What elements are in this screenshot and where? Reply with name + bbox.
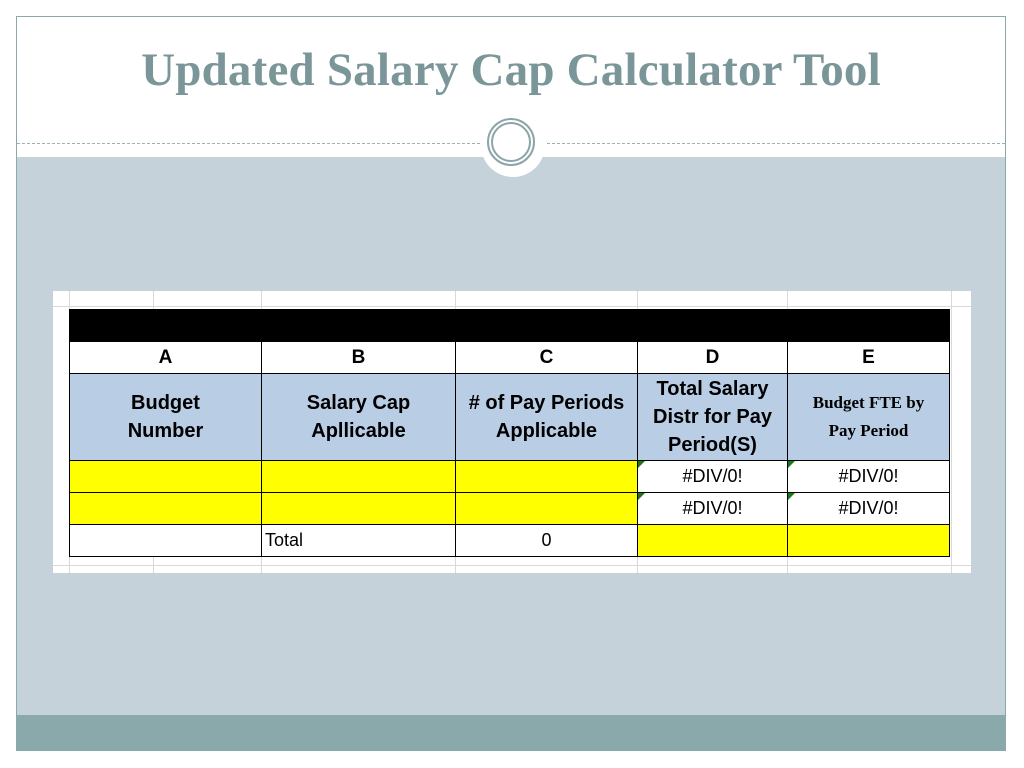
header-line: Applicable [495, 420, 598, 442]
salary-split-table [69, 309, 950, 557]
header-total-salary [638, 374, 788, 461]
header-line: Apllicable [311, 420, 406, 442]
ornament-ring-inner [491, 122, 531, 162]
budget-number-input[interactable] [70, 461, 262, 493]
header-budget-number [70, 374, 262, 461]
header-line: Distr for Pay [653, 406, 772, 428]
header-line: Period(S) [668, 434, 757, 456]
pay-periods-input[interactable] [456, 461, 638, 493]
header-line: Number [127, 420, 204, 442]
total-row-blank[interactable] [70, 525, 262, 557]
total-salary-cell[interactable]: #DIV/0! [638, 461, 788, 493]
worksheet-title-row [70, 310, 950, 342]
sheet-gridline [53, 565, 971, 566]
header-line: Salary Cap [306, 392, 411, 414]
salary-cap-input[interactable] [262, 493, 456, 525]
total-pay-periods[interactable]: 0 [456, 525, 638, 557]
column-header-row [70, 374, 950, 461]
column-letter-row [70, 342, 950, 374]
header-salary-cap [262, 374, 456, 461]
header-line: Total Salary [656, 378, 769, 400]
total-label[interactable]: Total [262, 525, 456, 557]
total-salary-cell[interactable]: #DIV/0! [638, 493, 788, 525]
budget-fte-cell[interactable]: #DIV/0! [788, 493, 950, 525]
worksheet-image [53, 291, 971, 573]
total-salary-input[interactable] [638, 525, 788, 557]
pay-periods-input[interactable] [456, 493, 638, 525]
column-letter-e: E [788, 342, 950, 374]
table-row [70, 493, 950, 525]
column-letter-c: C [456, 342, 638, 374]
header-line: Pay Period [828, 421, 909, 440]
slide-header [17, 17, 1005, 157]
header-pay-periods [456, 374, 638, 461]
header-line: Budget FTE by [812, 393, 925, 412]
header-line: # of Pay Periods [468, 392, 625, 414]
budget-fte-cell[interactable]: #DIV/0! [788, 461, 950, 493]
column-letter-a: A [70, 342, 262, 374]
sheet-gridline [951, 291, 952, 573]
table-row [70, 461, 950, 493]
column-letter-d: D [638, 342, 788, 374]
header-line: Budget [131, 392, 200, 414]
total-fte-input[interactable] [788, 525, 950, 557]
budget-number-input[interactable] [70, 493, 262, 525]
slide-frame [16, 16, 1006, 751]
column-letter-b: B [262, 342, 456, 374]
sheet-gridline [53, 306, 971, 307]
slide-footer-bar [17, 715, 1005, 750]
header-budget-fte [788, 374, 950, 461]
slide-title: Updated Salary Cap Calculator Tool [141, 44, 881, 96]
worksheet-title: Worksheet 3 - Calculation of Salary/FTE Split [70, 310, 950, 342]
total-row [70, 525, 950, 557]
salary-cap-input[interactable] [262, 461, 456, 493]
